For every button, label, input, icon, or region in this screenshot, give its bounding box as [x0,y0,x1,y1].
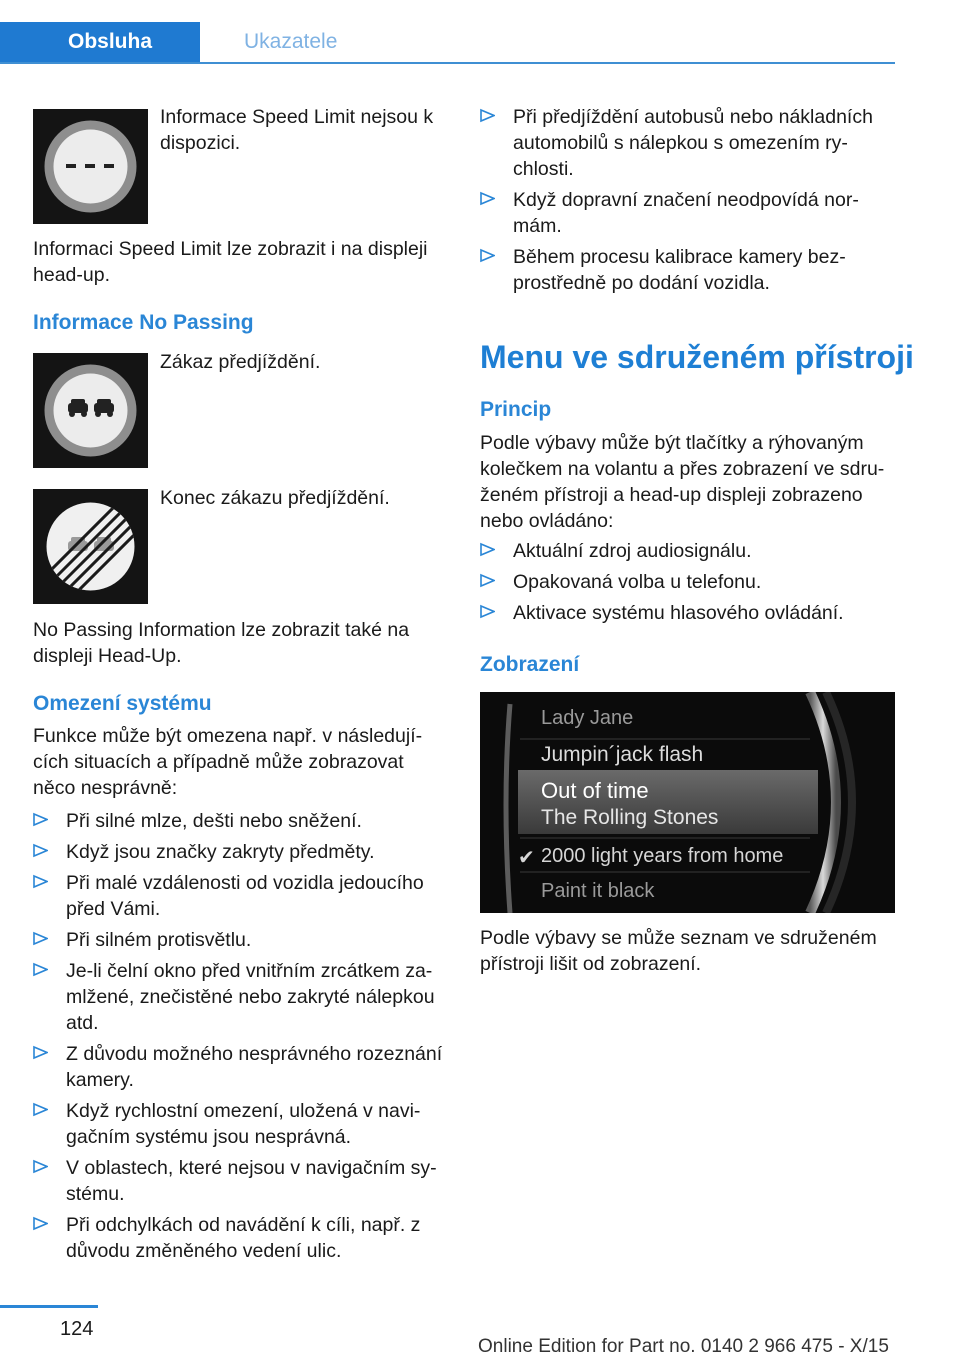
triangle-bullet-icon [480,191,495,206]
speed-limit-na-sign-icon [33,109,148,224]
list-item: Když dopravní značení neodpovídá nor‐mám. [480,187,895,239]
list-item: Během procesu kalibrace kamery bez‐prostředně po dodání vozidla. [480,244,895,296]
list-item: Při předjíždění autobusů nebo nákladních automobilů s nálepkou s omezením ry‐chlosti. [480,104,895,182]
zobrazeni-heading: Zobrazení [480,653,580,676]
triangle-bullet-icon [33,1159,48,1174]
princip-heading: Princip [480,398,552,421]
list-item: Aktivace systému hlasového ovládání. [480,600,895,626]
triangle-bullet-icon [33,1102,48,1117]
triangle-bullet-icon [33,962,48,977]
screen-row-5: Paint it black [541,880,655,902]
end-no-passing-caption: Konec zákazu předjíždění. [160,487,390,509]
list-item: Při silné mlze, dešti nebo sněžení. [33,808,453,834]
speed-limit-hud-text: Informaci Speed Limit lze zobrazit i na displeji head-up. [33,238,428,286]
screen-row-1: Lady Jane [541,707,634,729]
tab-obsluha[interactable]: Obsluha [0,22,200,62]
list-item: Když jsou značky zakryty předměty. [33,839,453,865]
triangle-bullet-icon [33,1045,48,1060]
limits-intro: Funkce může být omezena např. v následují‐cích situacích a případně může zobrazovat něco nesprávně: [33,725,423,799]
list-item: Když rychlostní omezení, uložená v navi‐gačním systému jsou nesprávná. [33,1098,453,1150]
list-item: Při odchylkách od navádění k cíli, např. z důvodu změněného vedení ulic. [33,1212,453,1264]
list-item: Opakovaná volba u telefonu. [480,569,895,595]
screen-row-4: 2000 light years from home [541,845,784,867]
list-item: V oblastech, které nejsou v navigačním sy‐stému. [33,1155,453,1207]
no-passing-hud-text: No Passing Information lze zobrazit také na displeji Head-Up. [33,619,410,667]
no-passing-sign-icon [33,353,148,468]
speed-limit-na-text: Informace Speed Limit nejsou k dispozici. [160,106,434,154]
screen-check-icon: ✔ [518,847,535,869]
triangle-bullet-icon [480,542,495,557]
princip-text: Podle výbavy může být tlačítky a rýhovaným kolečkem na volantu a přes zobrazení ve sdru‐ženém přístroji a head-up displeji zobrazeno nebo ovládáno: [480,432,885,532]
screen-row-2: Jumpin´jack flash [541,743,704,766]
triangle-bullet-icon [33,1216,48,1231]
limits-heading: Omezení systému [33,692,212,715]
no-passing-heading: Informace No Passing [33,311,254,334]
triangle-bullet-icon [33,843,48,858]
list-item: Z důvodu možného nesprávného rozeznání kamery. [33,1041,453,1093]
triangle-bullet-icon [480,604,495,619]
list-item: Při malé vzdálenosti od vozidla jedoucího před Vámi. [33,870,453,922]
zobrazeni-text: Podle výbavy se může seznam ve sdruženém přístroji lišit od zobrazení. [480,927,877,975]
list-item: Aktuální zdroj audiosignálu. [480,538,895,564]
cluster-display [480,692,895,913]
menu-heading: Menu ve sdruženém přístroji [480,339,914,375]
end-no-passing-sign-icon [33,489,148,604]
triangle-bullet-icon [33,874,48,889]
triangle-bullet-icon [480,573,495,588]
list-item: Při silném protisvětlu. [33,927,453,953]
page-number: 124 [60,1318,94,1340]
triangle-bullet-icon [480,108,495,123]
edition-text: Online Edition for Part no. 0140 2 966 475 - X/15 [478,1336,889,1357]
triangle-bullet-icon [33,812,48,827]
triangle-bullet-icon [480,248,495,263]
screen-row-3-title: Out of time [541,778,649,803]
screen-row-3-artist: The Rolling Stones [541,806,719,829]
tab-ukazatele[interactable]: Ukazatele [244,30,338,53]
page-number-rule [0,1305,98,1308]
triangle-bullet-icon [33,931,48,946]
no-passing-caption: Zákaz předjíždění. [160,351,321,373]
header-tabs [0,22,895,64]
list-item: Je-li čelní okno před vnitřním zrcátkem za‐mlžené, znečistěné nebo zakryté nálepkou atd. [33,958,453,1036]
